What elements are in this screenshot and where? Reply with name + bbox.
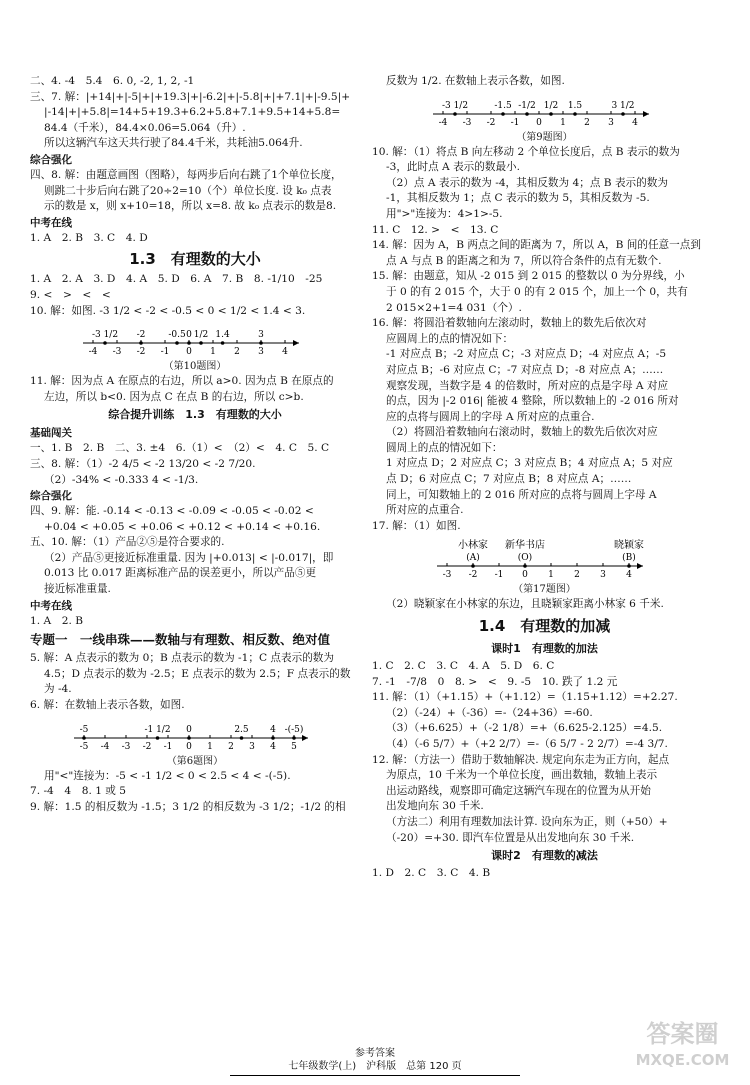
answer-line: 四、8. 解：由题意画图（图略），每两步后向右跳了1个单位长度， xyxy=(30,168,342,181)
point-marker xyxy=(453,112,457,116)
answer-line: -1 对应点 B；-2 对应点 C；-3 对应点 D；-4 对应点 A；-5 xyxy=(386,348,667,361)
answer-line: 出运动路线，观察即可确定这辆汽车现在的位置为从开始 xyxy=(386,784,651,797)
point-marker xyxy=(156,736,160,740)
tick-label: -1 xyxy=(163,741,173,752)
point-marker xyxy=(525,112,529,116)
answer-line: 五、10. 解：（1）产品②⑤是符合要求的. xyxy=(30,536,225,549)
answer-line: 的点，因为 |-2 016| 能被 4 整除，所以数轴上的 -2 016 所对 xyxy=(386,395,679,408)
answer-line: 10. 解：如图. -3 1/2 < -2 < -0.5 < 0 < 1/2 < 1.4 < 3. xyxy=(30,304,306,317)
answer-line: 应圆周上的点的情况如下： xyxy=(386,332,514,345)
answer-line: （2）将圆沿着数轴向右滚动时，数轴上的数先后依次对应 xyxy=(386,426,658,439)
point-letter: (O) xyxy=(517,553,532,564)
answer-line: （3）（+6.625）+（-2 1/8）=+（6.625-2.125）=4.5. xyxy=(386,722,663,735)
point-label: 3 xyxy=(258,330,264,341)
answer-line: +0.04 < +0.05 < +0.06 < +0.12 < +0.14 < +0.16. xyxy=(44,520,321,533)
number-line-figure-9 xyxy=(425,92,665,128)
answer-line: （2）产品⑤更接近标准重量. 因为 |+0.013| < |-0.017|，即 xyxy=(44,551,334,564)
answer-line: 1. A 2. A 3. D 4. A 5. D 6. A 7. B 8. -1/10 -25 xyxy=(30,273,323,286)
tick-label: -2 xyxy=(142,741,152,752)
number-line-figure-10 xyxy=(75,321,315,357)
tick-label: 1 xyxy=(559,117,566,128)
answer-line: 6. 解：在数轴上表示各数，如图. xyxy=(30,699,185,712)
answer-line: 出发地向东 30 千米. xyxy=(386,800,484,813)
section-heading: 综合强化 xyxy=(30,490,72,503)
point-marker xyxy=(221,341,225,345)
tick-label: 2 xyxy=(228,741,234,752)
number-line-figure-6 xyxy=(70,716,320,752)
point-label: -2 xyxy=(136,330,146,341)
lesson-subtitle: 课时1 有理数的加法 xyxy=(491,642,598,656)
tick-label: -5 xyxy=(79,741,89,752)
tick-label: 0 xyxy=(186,741,192,752)
point-label: -(-5) xyxy=(284,724,304,735)
point-letter: (A) xyxy=(465,553,480,564)
tick-label: 0 xyxy=(535,117,542,128)
tick-label: -3 xyxy=(112,347,122,358)
point-label: 3 1/2 xyxy=(610,100,635,111)
footer-rule xyxy=(230,1075,520,1076)
tick-label: -4 xyxy=(100,741,110,752)
tick-label: -3 xyxy=(462,117,471,128)
answer-line: 4.5；D 点表示的数为 -2.5；E 点表示的数为 2.5；F 点表示的数 xyxy=(44,667,351,680)
answer-line: 左边，所以 b<0. 因为点 C 在点 B 的右边，所以 c>b. xyxy=(44,390,304,403)
tick-label: 1 xyxy=(547,570,554,581)
point-marker xyxy=(627,565,631,569)
answer-line: 11. C 12. > < 13. C xyxy=(372,223,499,236)
answer-line: （方法二）利用有理数加法计算. 设向东为正，则（+50）+ xyxy=(386,815,668,828)
answer-line: 11. 解：（1）（+1.15）+（+1.12）=（1.15+1.12）=+2.27. xyxy=(372,691,678,704)
answer-line: 三、7. 解：|+14|+|-5|+|+19.3|+|-6.2|+|-5.8|+|+7.1|+|-9.5|+ xyxy=(30,90,351,103)
lesson-title: 1.4 有理数的加减 xyxy=(478,617,611,636)
tick-label: -3 xyxy=(442,570,451,581)
figure-caption: （第10题图） xyxy=(163,361,227,373)
answer-line: 16. 解：将圆沿着数轴向左滚动时，数轴上的数先后依次对 xyxy=(372,317,647,330)
answer-line: 1 对应点 D；2 对应点 C；3 对应点 B；4 对应点 A；5 对应 xyxy=(386,457,673,470)
answer-line: 圆周上的点的情况如下： xyxy=(386,441,503,454)
number-line-10 xyxy=(75,321,315,357)
left-column xyxy=(30,74,360,815)
section-heading: 基础闯关 xyxy=(30,427,72,440)
point-label: 0 xyxy=(186,330,192,341)
tick-label: 4 xyxy=(625,570,632,581)
answer-line: 10. 解：（1）将点 B 向左移动 2 个单位长度后，点 B 表示的数为 xyxy=(372,145,680,158)
tick-label: -1 xyxy=(510,117,519,128)
tick-label: 2 xyxy=(573,570,580,581)
point-label: 1/2 xyxy=(543,100,558,111)
place-label: 晓颖家 xyxy=(613,540,644,552)
footer-label: 参考答案 xyxy=(355,1048,395,1059)
axis-arrow xyxy=(302,735,308,741)
tick-label: -3 xyxy=(121,741,131,752)
point-marker xyxy=(471,565,475,569)
number-line-9 xyxy=(425,92,665,128)
point-label: -1.5 xyxy=(493,100,512,111)
answer-line: 点 A 与点 B 的距离之和为 7，所以符合条件的点有无数个. xyxy=(386,254,662,267)
answer-line: -3，此时点 A 表示的数最小. xyxy=(386,161,521,174)
answer-line: 点 D；6 对应点 C；7 对应点 B；8 对应点 A；…… xyxy=(386,473,632,486)
answer-line: 11. 解：因为点 A 在原点的右边，所以 a>0. 因为点 B 在原点的 xyxy=(30,375,334,388)
answer-line: （4）（-6 5/7）+（+2 2/7）=-（6 5/7 - 2 2/7）=-4 3/7. xyxy=(386,738,668,750)
answer-line: 17. 解：（1）如图. xyxy=(372,519,461,532)
answer-line: （2）（-24）+（-36）=-（24+36）=-60. xyxy=(386,706,593,719)
answer-line: 为原点，10 千米为一个单位长度，画出数轴，数轴上表示 xyxy=(386,769,658,782)
answer-line: 5. 解：A 点表示的数为 0；B 点表示的数为 -1；C 点表示的数为 xyxy=(30,652,334,665)
number-line-figure-17 xyxy=(425,536,665,580)
answer-line: 二、4. -4 5.4 6. 0, -2, 1, 2, -1 xyxy=(30,75,195,87)
point-label: 1.5 xyxy=(567,100,582,111)
answer-line: 84.4（千米），84.4×0.06=5.064（升）. xyxy=(44,121,246,134)
answer-line: 观察发现，当数字是 4 的倍数时，所对应的点是字母 A 对应 xyxy=(386,379,669,392)
tick-label: -4 xyxy=(438,117,447,128)
point-marker xyxy=(621,112,625,116)
answer-line: （2）点 A 表示的数为 -4，其相反数为 4；点 B 表示的数为 xyxy=(386,176,668,189)
point-marker xyxy=(259,341,263,345)
point-label: -0.5 xyxy=(168,330,186,341)
answer-line: 用"<"连接为：-5 < -1 1/2 < 0 < 2.5 < 4 < -(-5). xyxy=(44,769,291,782)
tick-label: -4 xyxy=(88,347,98,358)
tick-label: -1 xyxy=(160,347,170,358)
lesson-subtitle: 课时2 有理数的减法 xyxy=(491,849,598,863)
tick-label: 2 xyxy=(583,117,590,128)
point-marker xyxy=(187,341,191,345)
point-marker xyxy=(82,736,86,740)
tick-label: -2 xyxy=(486,117,495,128)
point-label: 2.5 xyxy=(234,724,249,735)
tick-label: 4 xyxy=(270,741,276,752)
point-label: 1/2 xyxy=(193,330,209,341)
tick-label: 3 xyxy=(599,570,606,581)
point-label: -5 xyxy=(79,724,89,735)
point-marker xyxy=(549,112,553,116)
answer-line: 0.013 比 0.017 距离标准产品的误差更小，所以产品⑤更 xyxy=(44,567,317,580)
point-label: 1.4 xyxy=(215,330,230,341)
tick-label: -2 xyxy=(136,347,146,358)
answer-line: 同上，可知数轴上的 2 016 所对应的点将与圆周上字母 A xyxy=(386,488,657,501)
tick-label: -1 xyxy=(494,570,503,581)
answer-line: 所对应的点重合. xyxy=(386,504,464,517)
answer-line: 1. C 2. C 3. C 4. A 5. D 6. C xyxy=(372,660,555,673)
figure-caption: （第6题图） xyxy=(166,755,224,767)
answer-line: 对应点 B；-6 对应点 C；-7 对应点 D；-8 对应点 A；…… xyxy=(386,363,664,376)
point-label: 4 xyxy=(270,724,276,735)
answer-line: 三、8. 解：（1）-2 4/5 < -2 13/20 < -2 7/20. xyxy=(30,457,256,470)
footer-info: 七年级数学(上) 沪科版 总第 120 页 xyxy=(288,1061,462,1072)
answer-line: 用">"连接为：4>1>-5. xyxy=(386,207,503,220)
answer-line: 9. < > < < xyxy=(30,288,111,301)
tick-label: 4 xyxy=(631,117,638,128)
topic-title: 专题一 一线串珠——数轴与有理数、相反数、绝对值 xyxy=(30,632,331,648)
answer-line: 1. D 2. C 3. C 4. B xyxy=(372,867,491,880)
tick-label: 3 xyxy=(258,347,264,358)
answer-line: 7. -1 -7/8 0 8. > < 9. -5 10. 跌了 1.2 元 xyxy=(372,675,618,688)
number-line-6 xyxy=(70,716,320,752)
point-label: -3 1/2 xyxy=(441,100,468,111)
tick-label: -2 xyxy=(468,570,477,581)
answer-line: 反数为 1/2. 在数轴上表示各数，如图. xyxy=(386,75,565,87)
answer-line: 接近标准重量. xyxy=(44,583,111,596)
number-line-17 xyxy=(425,536,665,580)
answer-line: 7. -4 4 8. 1 或 5 xyxy=(30,785,127,798)
tick-label: 1 xyxy=(207,741,213,752)
point-marker xyxy=(187,736,191,740)
axis-arrow xyxy=(643,111,649,117)
answer-line: （-20）=+30. 即汽车位置是从出发地向东 30 千米. xyxy=(386,831,635,844)
answer-line: （2）-34% < -0.333 4 < -1/3. xyxy=(44,473,199,486)
answer-line: 所以这辆汽车这天共行驶了84.4千米，共耗油5.064升. xyxy=(44,137,303,150)
section-title: 综合提升训练 1.3 有理数的大小 xyxy=(108,408,282,422)
axis-arrow xyxy=(293,340,299,346)
section-heading: 综合强化 xyxy=(30,153,72,166)
tick-label: 3 xyxy=(249,741,255,752)
point-label: -3 1/2 xyxy=(91,330,119,341)
answer-line: 四、9. 解：能. -0.14 < -0.13 < -0.09 < -0.05 < -0.02 < xyxy=(30,505,314,518)
answer-line: 12. 解：（方法一）借助于数轴解决. 规定向东走为正方向，起点 xyxy=(372,753,670,766)
axis-arrow xyxy=(637,563,643,569)
tick-label: 3 xyxy=(607,117,614,128)
right-column xyxy=(372,74,717,882)
answer-line: 9. 解：1.5 的相反数为 -1.5；3 1/2 的相反数为 -3 1/2；-1/2 的相 xyxy=(30,800,346,813)
answer-line: 1. A 2. B xyxy=(30,614,83,627)
tick-label: 0 xyxy=(186,347,192,358)
figure-caption: （第17题图） xyxy=(513,584,576,596)
answer-line: 1. A 2. B 3. C 4. D xyxy=(30,231,148,244)
point-marker xyxy=(573,112,577,116)
point-label: 0 xyxy=(186,724,192,735)
answer-line: 应的点将与圆周上的字母 A 所对应的点重合. xyxy=(386,410,595,423)
section-heading: 中考在线 xyxy=(30,599,72,612)
point-marker xyxy=(175,341,179,345)
tick-label: 2 xyxy=(234,347,240,358)
point-marker xyxy=(292,736,296,740)
section-heading: 中考在线 xyxy=(30,216,72,229)
tick-label: 1 xyxy=(210,347,216,358)
answer-line: 于 0 的有 2 015 个，大于 0 的有 2 015 个，加上一个 0，共有 xyxy=(386,285,688,298)
answer-line: -1，其相反数为 1；点 C 表示的数为 5，其相反数为 -5. xyxy=(386,192,650,205)
answer-line: 一、1. B 2. B 二、3. ±4 6.（1）< （2）< 4. C 5. C xyxy=(30,442,330,455)
answer-line: |-14|+|+5.8|=14+5+19.3+6.2+5.8+7.1+9.5+14+5.8= xyxy=(44,106,341,119)
tick-label: 5 xyxy=(291,741,297,752)
point-marker xyxy=(240,736,244,740)
point-letter: (B) xyxy=(621,553,636,564)
watermark-logo: 答案圈 xyxy=(646,1020,719,1048)
place-label: 小林家 xyxy=(457,540,488,552)
point-marker xyxy=(501,112,505,116)
point-marker xyxy=(271,736,275,740)
point-label: -1/2 xyxy=(517,100,536,111)
answer-line: （2）晓颖家在小林家的东边，且晓颖家距离小林家 6 千米. xyxy=(386,598,664,611)
watermark-url: MXQE.COM xyxy=(635,1051,730,1069)
point-marker xyxy=(199,341,203,345)
place-label: 新华书店 xyxy=(504,540,545,552)
watermark xyxy=(620,1018,745,1080)
point-marker xyxy=(139,341,143,345)
answer-line: 14. 解：因为 A，B 两点之间的距离为 7，所以 A，B 间的任意一点到 xyxy=(372,239,701,252)
answer-line: 则跳二十步后向右跳了20÷2=10（个）单位长度. 设 k₀ 点表 xyxy=(44,184,332,197)
point-marker xyxy=(523,565,527,569)
answer-line: 为 -4. xyxy=(44,683,72,696)
point-marker xyxy=(103,341,107,345)
lesson-title: 1.3 有理数的大小 xyxy=(129,250,261,269)
point-label: -1 1/2 xyxy=(144,724,171,735)
answer-line: 15. 解：由题意，知从 -2 015 到 2 015 的整数以 0 为分界线，小 xyxy=(372,270,685,283)
answer-line: 2 015×2+1=4 031（个）. xyxy=(386,301,522,314)
figure-caption: （第9题图） xyxy=(516,131,573,143)
tick-label: 0 xyxy=(521,570,528,581)
answer-line: 示的数是 x，则 x+10=18，所以 x=8. 故 k₀ 点表示的数是8. xyxy=(44,200,337,213)
tick-label: 4 xyxy=(282,347,288,358)
